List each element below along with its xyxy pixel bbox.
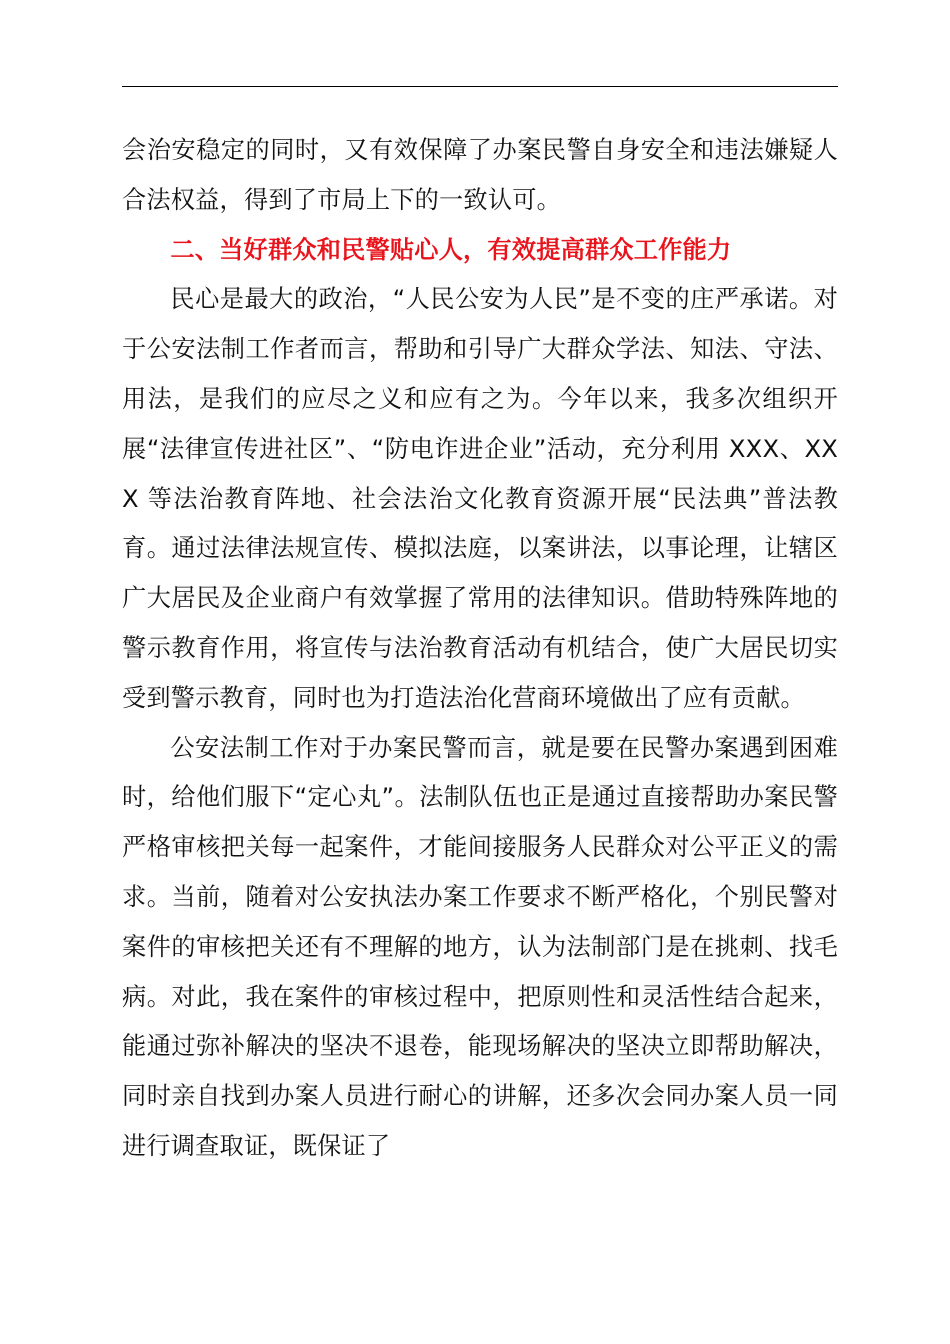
paragraph-continued: 会治安稳定的同时，又有效保障了办案民警自身安全和违法嫌疑人合法权益，得到了市局上下的一致认可。 bbox=[122, 136, 838, 214]
document-body bbox=[122, 126, 838, 1172]
header-rule bbox=[122, 86, 838, 87]
paragraph-case-review: 公安法制工作对于办案民警而言，就是要在民警办案遇到困难时，给他们服下“定心丸”。法制队伍也正是通过直接帮助办案民警严格审核把关每一起案件，才能间接服务人民群众对公平正义的需求。当前，随着对公安执法办案工作要求不断严格化，个别民警对案件的审核把关还有不理解的地方，认为法制部门是在挑刺、找毛病。对此，我在案件的审核过程中，把原则性和灵活性结合起来，能通过弥补解决的坚决不退卷，能现场解决的坚决立即帮助解决，同时亲自找到办案人员进行耐心的讲解，还多次会同办案人员一同进行调查取证，既保证了 bbox=[122, 733, 838, 1160]
paragraph-legal-education: 民心是最大的政治，“人民公安为人民”是不变的庄严承诺。对于公安法制工作者而言，帮助和引导广大群众学法、知法、守法、用法，是我们的应尽之义和应有之为。今年以来，我多次组织开展“法律宣传进社区”、“防电诈进企业”活动，充分利用 XXX、XXX 等法治教育阵地、社会法治文化教育资源开展“民法典”普法教育。通过法律法规宣传、模拟法庭，以案讲法，以事论理，让辖区广大居民及企业商户有效掌握了常用的法律知识。借助特殊阵地的警示教育作用，将宣传与法治教育活动有机结合，使广大居民切实受到警示教育，同时也为打造法治化营商环境做出了应有贡献。 bbox=[122, 285, 838, 712]
section-heading: 二、当好群众和民警贴心人，有效提高群众工作能力 bbox=[170, 235, 732, 264]
